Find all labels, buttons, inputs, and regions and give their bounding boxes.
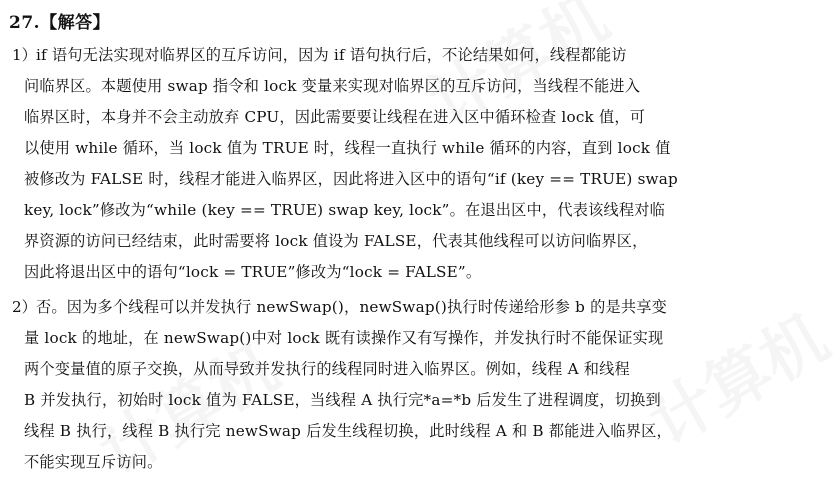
- paragraph-line: 否。因为多个线程可以并发执行 newSwap()，newSwap()执行时传递给形参 b 的是共享变: [36, 298, 668, 316]
- answer-label: 【解答】: [40, 13, 111, 33]
- paragraph-line: 临界区时，本身并不会主动放弃 CPU，因此需要要让线程在进入区中循环检查 lock 值，可: [24, 108, 646, 126]
- item-marker: 1）: [12, 46, 37, 64]
- paragraph-line: 不能实现互斥访问。: [24, 453, 163, 471]
- paragraph-line: key, lock”修改为“while (key == TRUE) swap key, lock”。在退出区中，代表该线程对临: [24, 201, 666, 219]
- paragraph-line: if 语句无法实现对临界区的互斥访问，因为 if 语句执行后，不论结果如何，线程都能访: [36, 46, 627, 64]
- paragraph-line: B 并发执行，初始时 lock 值为 FALSE，当线程 A 执行完*a=*b 后发生了进程调度，切换到: [24, 391, 661, 409]
- paragraph-line: 量 lock 的地址，在 newSwap()中对 lock 既有读操作又有写操作，并发执行时不能保证实现: [24, 329, 664, 347]
- paragraph-line: 以使用 while 循环，当 lock 值为 TRUE 时，线程一直执行 while 循环的内容，直到 lock 值: [24, 139, 671, 157]
- paragraph-line: 被修改为 FALSE 时，线程才能进入临界区，因此将进入区中的语句“if (key == TRUE) swap: [24, 170, 678, 188]
- paragraph-line: 线程 B 执行，线程 B 执行完 newSwap 后发生线程切换，此时线程 A 和 B 都能进入临界区，: [24, 422, 672, 440]
- paragraph-line: 两个变量值的原子交换，从而导致并发执行的线程同时进入临界区。例如，线程 A 和线程: [24, 360, 630, 378]
- question-number: 27.: [9, 13, 41, 33]
- item-marker: 2）: [12, 298, 37, 316]
- paragraph-line: 问临界区。本题使用 swap 指令和 lock 变量来实现对临界区的互斥访问，当线程不能进入: [24, 77, 641, 95]
- question-heading: [9, 8, 110, 33]
- paragraph-line: 因此将退出区中的语句“lock = TRUE”修改为“lock = FALSE”。: [24, 263, 482, 281]
- paragraph-line: 界资源的访问已经结束，此时需要将 lock 值设为 FALSE，代表其他线程可以访问临界区，: [24, 232, 648, 250]
